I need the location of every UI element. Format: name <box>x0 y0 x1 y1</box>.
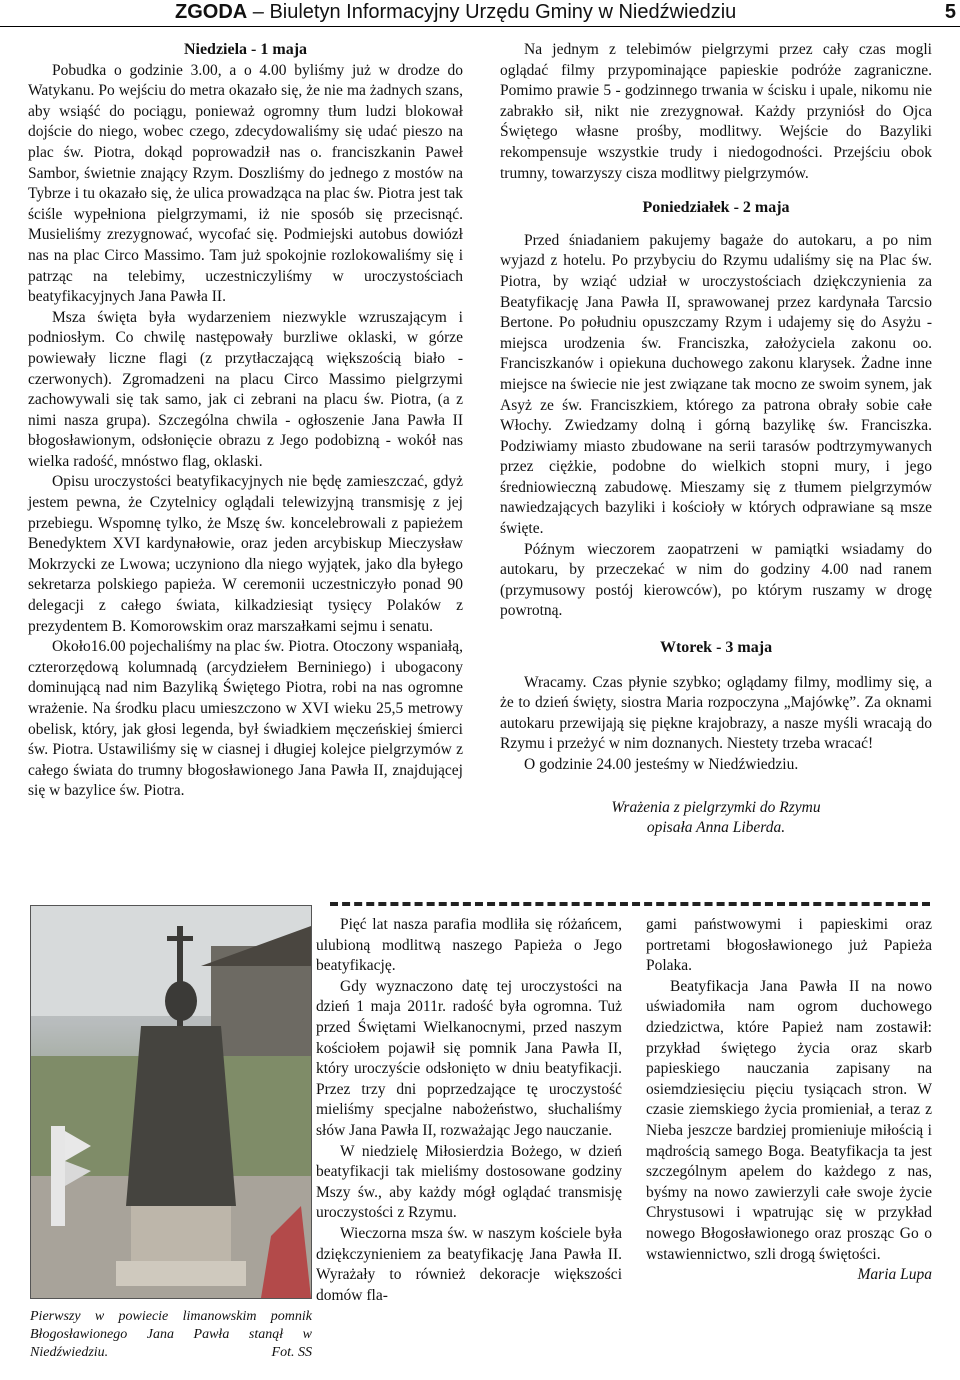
paragraph: Gdy wyznaczono datę tej uroczystości na dzień 1 maja 2011r. radość była ogromna. Tuż przed Świętami Wielkanocnymi, przed naszym kościołem pojawił się pomnik Jana Pawła II, który uroczyście odsłonięto w dniu beatyfikacji. Przez trzy dni poprzedzające tę uroczystość mieliśmy specjalne nabożeństwo, słuchaliśmy słów Jana Pawła II, rozważając Jego nauczanie. <box>316 977 622 1139</box>
author-signature: Maria Lupa <box>857 1266 932 1284</box>
article-column-left <box>28 40 463 802</box>
paragraph: Beatyfikacja Jana Pawła II na nowo uświadomiła nam ogrom duchowego dziedzictwa, które Papież nam zostawił: przykład świętego życia oraz skarb papieskiego nauczania zapisany na osiemdziesięciu pięciu tysiącach stron. W czasie ziemskiego życia promieniał, a teraz z Nieba jeszcze bardziej promieniuje miłością i mądrością samego Boga. Beatyfikacja ta jest szczególnym apelem do każdego z nas, byśmy na nowo zawierzyli całe swoje życie Chrystusowi i wpatrując się w przykład nowego Błogosławionego oraz prosząc Go o wstawiennictwo, szli drogą świętości. <box>646 977 932 1263</box>
paragraph: Wracamy. Czas płynie szybko; oglądamy filmy, modlimy się, a że to dzień święty, siostra Maria rozpoczyna „Majówkę”. Za oknami autokaru przewijają się piękne krajobrazy, a nasze myśli wracają do Rzymu i przeżyć w nim doznanych. Niestety trzeba wracać! <box>500 673 932 753</box>
article-signature-line2: opisała Anna Liberda. <box>646 819 786 837</box>
paragraph: Przed śniadaniem pakujemy bagaże do autokaru, a po nim wyjazd z hotelu. Po przybyciu do Rzymu udaliśmy się na Plac św. Piotra, by wziąć udział w uroczystościach dziękczynienia za Beatyfikację Jana Pawła II, sprawowanej przez kardynała Tarcsio Bertone. Po południu opuszczamy Rzym i udajemy się do Asyżu - miejsca urodzenia św. Franciszka, założyciela zakonu oo. Franciszkanów i opiekuna duchowego zakonu klarysek. Żadne inne miejsce na świecie nie jest związane tak mocno ze swoim synem, jak Asyż ze św. Franciszkiem, którego za patrona obrały sobie całe Włochy. Zwiedzamy dolną i górną bazylikę św. Franciszka. Podziwiamy miasto zbudowane na serii tarasów podtrzymywanych przez ciężkie, podobne do wielkich stopni mury, i jego średniowieczną zabudowę. Mieszamy się z tłumem pielgrzymów nawiedzających bazyliki i kościoły w których odprawiane są msze święte. <box>500 231 932 538</box>
caption-text: Pierwszy w powiecie limanowskim pomnik Błogosławionego Jana Pawła stanął w Niedźwiedziu. <box>30 1309 312 1360</box>
section-divider <box>330 902 930 906</box>
photo-caption <box>30 1308 312 1362</box>
section-heading-sunday: Niedziela - 1 maja <box>183 41 308 58</box>
bulletin-title <box>175 0 736 24</box>
paragraph: O godzinie 24.00 jesteśmy w Niedźwiedziu. <box>524 756 799 773</box>
photo-credit: Fot. SS <box>271 1345 312 1360</box>
article-column-far-right <box>646 915 932 1286</box>
article-column-right <box>500 40 932 839</box>
paragraph: Pięć lat nasza parafia modliła się różańcem, ulubioną modlitwą naszego Papieża o Jego beatyfikację. <box>316 916 622 975</box>
section-heading-monday: Poniedziałek - 2 maja <box>642 199 790 217</box>
article-column-middle <box>316 915 622 1306</box>
page-header <box>0 0 960 27</box>
article-signature-line1: Wrażenia z pielgrzymki do Rzymu <box>611 798 821 816</box>
page-number: 5 <box>944 1 956 23</box>
paragraph: Msza święta była wydarzeniem niezwykle wzruszającym i podniosłym. Co chwilę następowały burzliwe oklaski, w górze powiewały liczne flagi (z przytłaczającą większością biało - czerwonych). Zgromadzeni na placu Circo Massimo pielgrzymi zachowywali się tak samo, jak ci zebrani na placu św. Piotra, (a z nimi nasza grupa). Szczególna chwila - ogłoszenie Jana Pawła II błogosławionym, odsłonięcie obrazu z Jego podobizną - wokół nas wielka radość, mnóstwo flag, oklaski. <box>28 308 463 470</box>
section-heading-tuesday: Wtorek - 3 maja <box>659 639 773 657</box>
paragraph: Późnym wieczorem zaopatrzeni w pamiątki wsiadamy do autokaru, by przeczekać w nim do godziny 4.00 nad ranem (przymusowy postój kierowców), po którym ruszamy w drogę powrotną. <box>500 540 932 620</box>
paragraph: W niedzielę Miłosierdzia Bożego, w dzień beatyfikacji tak mieliśmy dostosowane godziny Mszy św., aby każdy mógł oglądać transmisję uroczystości z Rzymu. <box>316 1142 622 1222</box>
monument-photo <box>30 905 312 1299</box>
bulletin-name: ZGODA <box>175 1 248 23</box>
paragraph: Pobudka o godzinie 3.00, a o 4.00 byliśmy już w drodze do Watykanu. Po wejściu do metra okazało się, że nie ma żadnych szans, aby wsiąść do pociągu, ponieważ ogromny tłum ludzi blokował dojście do niego, wobec czego, zdecydowaliśmy się udać pieszo na plac św. Piotra, dokąd poprowadził nas o. franciszkanin Paweł Sambor, świetnie znający Rzym. Doszliśmy do jednego z mostów na Tybrze i tu okazało się, że ulica prowadząca na plac św. Piotra jest tak ściśle wypełniona pielgrzymami, iż nie sposób się przecisnąć. Musieliśmy zrezygnować, wycofać się. Podmiejski autobus dowiózł nas na plac Circo Massimo. Tam już spokojnie rozlokowaliśmy się i patrząc na telebimy, uczestniczyliśmy w uroczystościach beatyfikacyjnych Jana Pawła II. <box>28 61 463 306</box>
paragraph: Około16.00 pojechaliśmy na plac św. Piotra. Otoczony wspaniałą, czterorzędową kolumnadą (arcydziełem Berniniego) i ubogacony dominującą nad nim Bazyliką Świętego Piotra, robi na nas ogromne wrażenie. Na środku placu umieszczono w XVI wieku 25,5 metrowy obelisk, który, jak głosi legenda, był świadkiem męczeńskiej śmierci św. Piotra. Ustawiliśmy się w ciasnej i długiej kolejce pielgrzymów z całego świata do trumny błogosławionego Jana Pawła II, znajdującej się w bazylice św. Piotra. <box>28 638 463 800</box>
bulletin-subtitle: – Biuletyn Informacyjny Urzędu Gminy w Niedźwiedziu <box>247 1 737 23</box>
statue-illustration <box>31 906 311 1298</box>
paragraph: Na jednym z telebimów pielgrzymi przez cały czas mogli oglądać filmy przypominające papieskie podróże zagraniczne. Pomimo prawie 5 - godzinnego trwania w ścisku i upale, nikomu nie zabrakło sił, nikt nie zrezygnował. Każdy przyniósł do Ojca Świętego własne prośby, modlitwy. Wejście do Bazyliki rekompensuje wszystkie trudy i niedogodności. Przejściu obok trumny, towarzyszy cisza modlitwy pielgrzymów. <box>500 41 932 182</box>
paragraph: Wieczorna msza św. w naszym kościele była dziękczynieniem za beatyfikację Jana Pawła II. Wyrażały to również dekoracje większości domów fla- <box>316 1224 622 1304</box>
paragraph: gami państwowymi i papieskimi oraz portretami błogosławionego już Papieża Polaka. <box>646 916 932 975</box>
paragraph: Opisu uroczystości beatyfikacyjnych nie będę zamieszczać, gdyż jestem pewna, że Czytelnicy oglądali telewizyjną transmisję z jej przebiegu. Wspomnę tylko, że Mszę św. koncelebrowali z papieżem Benedyktem XVI kardynałowie, oraz jeden arcybiskup Mieczysław Mokrzycki ze Lwowa; uczyniono dla niego wyjątek, jako dla byłego sekretarza polskiego papieża. W ceremonii uczestniczyło ponad 90 delegacji z całego świata, kilkadziesiąt tysięcy Polaków z prezydentem B. Komorowskim oraz marszałkami sejmu i senatu. <box>28 473 463 635</box>
